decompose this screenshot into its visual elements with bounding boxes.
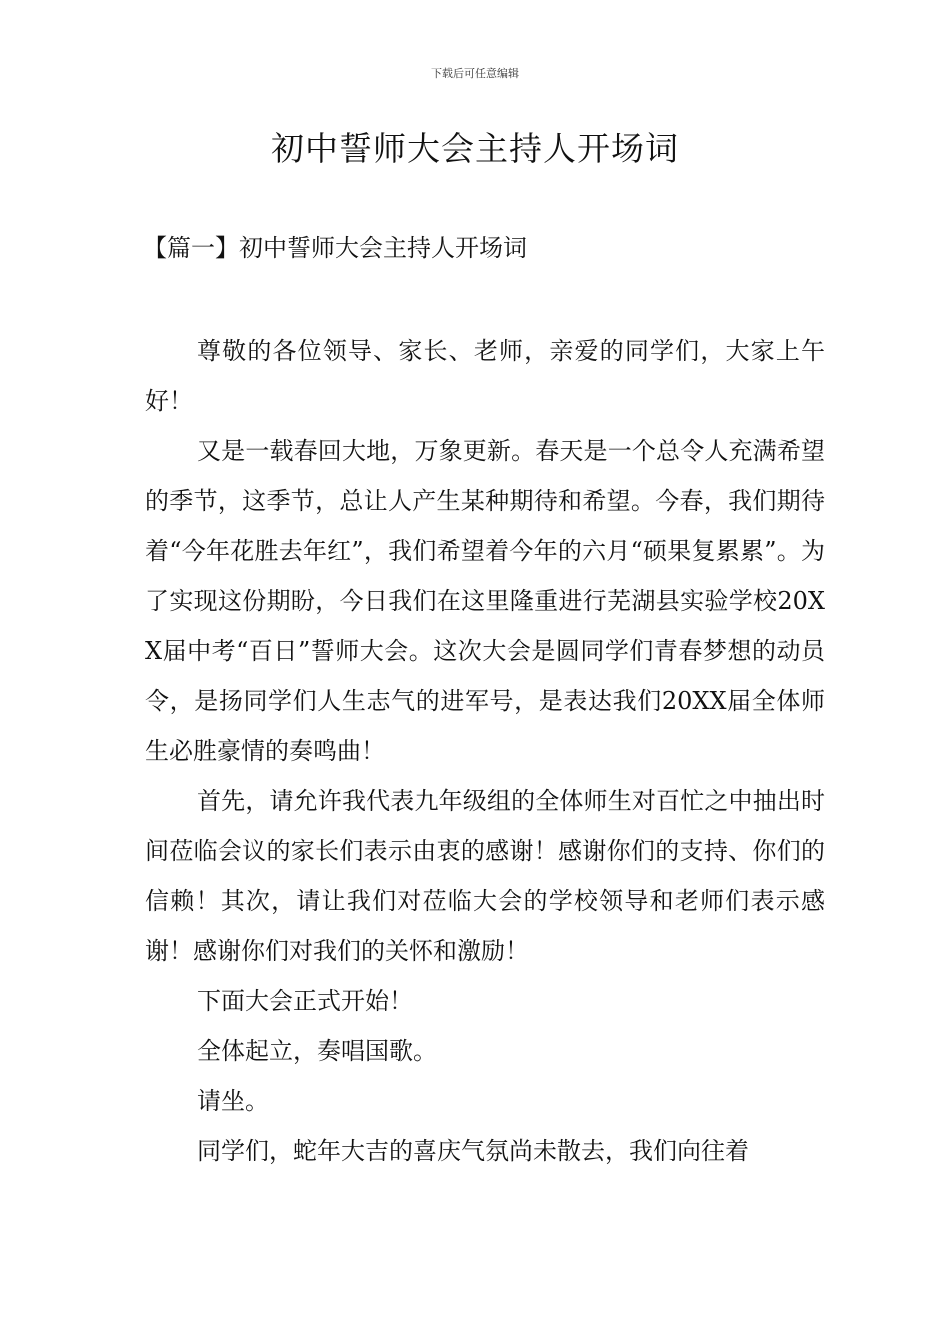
paragraph-anthem: 全体起立，奏唱国歌。 xyxy=(197,1037,437,1065)
paragraph-start: 下面大会正式开始！ xyxy=(197,987,413,1015)
paragraph-sit: 请坐。 xyxy=(197,1087,269,1115)
document-title: 初中誓师大会主持人开场词 xyxy=(271,129,679,168)
paragraph-greeting: 尊敬的各位领导、家长、老师，亲爱的同学们，大家上午好！ xyxy=(145,337,825,415)
paragraph-spring: 又是一载春回大地，万象更新。春天是一个总令人充满希望的季节，这季节，总让人产生某种期待和希望。今春，我们期待着“今年花胜去年红”，我们希望着今年的六月“硕果复累累”。为了实现这份期盼，今日我们在这里隆重进行芜湖县实验学校20XX届中考“百日”誓师大会。这次大会是圆同学们青春梦想的动员令，是扬同学们人生志气的进军号，是表达我们20XX届全体师生必胜豪情的奏鸣曲！ xyxy=(145,437,825,765)
paragraph-thanks: 首先，请允许我代表九年级组的全体师生对百忙之中抽出时间莅临会议的家长们表示由衷的感谢！感谢你们的支持、你们的信赖！其次，请让我们对莅临大会的学校领导和老师们表示感谢！感谢你们对我们的关怀和激励！ xyxy=(145,787,825,965)
header-note: 下载后可任意编辑 xyxy=(431,67,519,80)
paragraph-continue: 同学们，蛇年大吉的喜庆气氛尚未散去，我们向往着 xyxy=(197,1137,749,1165)
document-body xyxy=(145,326,825,1176)
section-heading: 【篇一】初中誓师大会主持人开场词 xyxy=(143,234,527,262)
